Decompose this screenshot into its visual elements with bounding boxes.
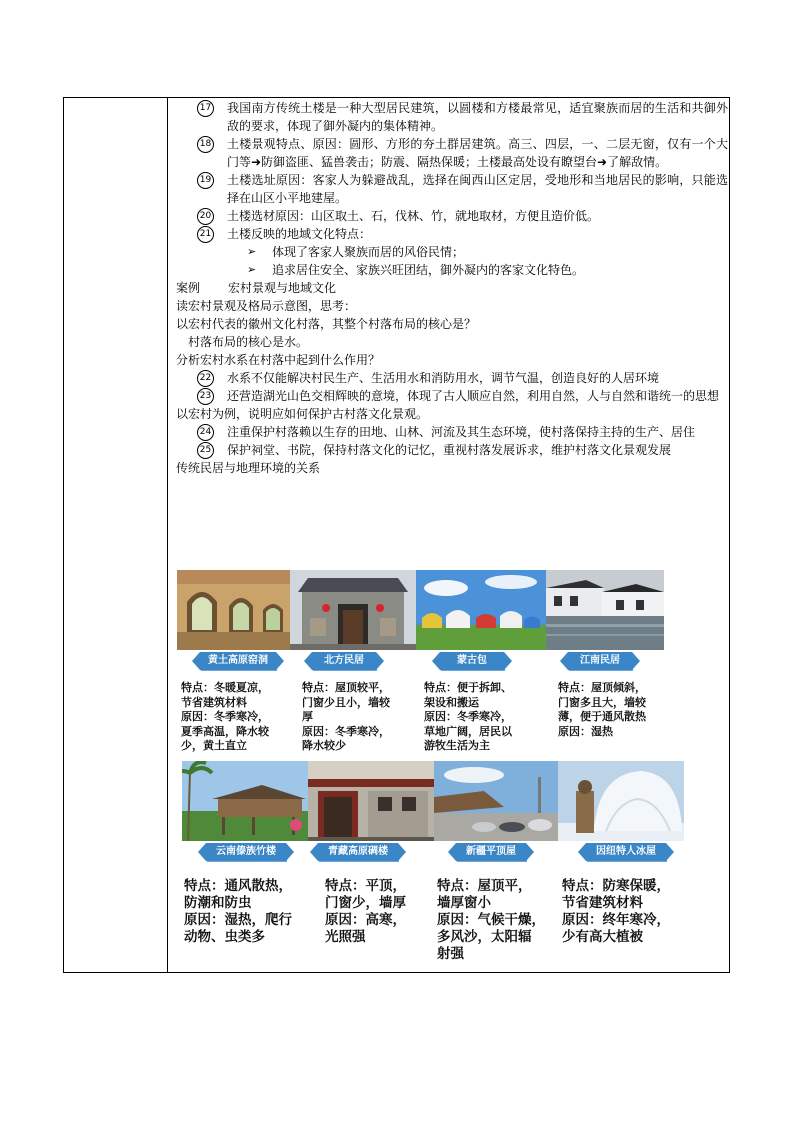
list-item: 18 土楼景观特点、原因：圆形、方形的夯土群居建筑。高三、四层，一、二层无窗，仅有一个大门等➜防御盗匪、猛兽袭击；防震、隔热保暖；土楼最高处设有瞭望台➜了解敌情。 xyxy=(172,135,728,171)
circled-number: 18 xyxy=(197,136,214,153)
house-description: 特点：屋顶平， 墙厚窗小 原因：气候干燥， 多风沙，太阳辐 射强 xyxy=(437,878,545,962)
house-description: 特点：冬暖夏凉， 节省建筑材料 原因：冬季寒冷， 夏季高温，降水较 少，黄土直立 xyxy=(181,681,269,752)
bamboo-house-photo xyxy=(182,761,308,841)
flat-roof-photo xyxy=(434,761,558,841)
house-label-ribbon: 新疆平顶屋 xyxy=(456,843,526,861)
circled-number: 24 xyxy=(197,424,214,441)
circled-number: 25 xyxy=(197,442,214,459)
arrow-bullet-icon: ➢ xyxy=(247,263,257,276)
bullet-item: ➢ 体现了客家人聚族而居的风俗民情； xyxy=(247,245,465,259)
house-description: 特点：通风散热， 防潮和防虫 原因：湿热，爬行 动物、虫类多 xyxy=(184,878,292,945)
house-description: 特点：平顶， 门窗少，墙厚 原因：高寒， 光照强 xyxy=(325,878,406,945)
house-description: 特点：屋顶倾斜， 门窗多且大，墙较 薄，便于通风散热 原因：湿热 xyxy=(558,681,646,738)
question-line: 以宏村代表的徽州文化村落，其整个村落布局的核心是？ xyxy=(176,317,477,331)
list-item: 19 土楼选址原因：客家人为躲避战乱，选择在闽西山区定居，受地形和当地居民的影响，只能选择在山区小平地建屋。 xyxy=(172,171,728,207)
igloo-photo xyxy=(558,761,684,841)
arrow-bullet-icon: ➢ xyxy=(247,245,257,258)
yurt-photo xyxy=(416,570,546,650)
house-label-ribbon: 蒙古包 xyxy=(440,652,504,670)
list-item: 22 水系不仅能解决村民生产、生活用水和消防用水，调节气温，创造良好的人居环境 xyxy=(172,369,728,387)
tulou-list xyxy=(172,99,728,279)
house-label-ribbon: 黄土高原窑洞 xyxy=(200,652,276,670)
circled-number: 17 xyxy=(197,100,214,117)
section-title: 传统民居与地理环境的关系 xyxy=(176,461,321,475)
column-divider xyxy=(167,97,168,973)
circled-number: 22 xyxy=(197,370,214,387)
house-description: 特点：屋顶较平， 门窗少且小，墙较 厚 原因：冬季寒冷， 降水较少 xyxy=(302,681,390,752)
house-label-ribbon: 青藏高原碉楼 xyxy=(318,843,398,861)
list-item: 21 土楼反映的地域文化特点： xyxy=(172,225,728,243)
question-line: 以宏村为例，说明应如何保护古村落文化景观。 xyxy=(176,407,429,421)
diaolou-photo xyxy=(308,761,434,841)
siheyuan-photo xyxy=(290,570,416,650)
case-heading: 案例 宏村景观与地域文化 xyxy=(176,281,337,295)
house-label-ribbon: 北方民居 xyxy=(312,652,376,670)
photo-row-2 xyxy=(182,761,684,841)
answer-line: 村落布局的核心是水。 xyxy=(188,335,309,349)
house-description: 特点：便于拆卸、 架设和搬运 原因：冬季寒冷， 草地广阔，居民以 游牧生活为主 xyxy=(424,681,512,752)
circled-number: 21 xyxy=(197,226,214,243)
list-item: 23 还营造湖光山色交相辉映的意境，体现了古人顺应自然，利用自然，人与自然和谐统一的思想 xyxy=(172,387,728,405)
list-item: 20 土楼选材原因：山区取土、石，伐林、竹，就地取材，方便且造价低。 xyxy=(172,207,728,225)
photo-row-1 xyxy=(177,570,664,650)
house-description: 特点：防寒保暖， 节省建筑材料 原因：终年寒冷， 少有高大植被 xyxy=(562,878,670,945)
list-item: 24 注重保护村落赖以生存的田地、山林、河流及其生态环境，使村落保持主持的生产、居住 xyxy=(172,423,728,441)
circled-number: 20 xyxy=(197,208,214,225)
circled-number: 19 xyxy=(197,172,214,189)
list-item: 25 保护祠堂、书院，保持村落文化的记忆，重视村落发展诉求，维护村落文化景观发展 xyxy=(172,441,728,459)
bullet-item: ➢ 追求居住安全、家族兴旺团结，御外凝内的客家文化特色。 xyxy=(247,263,585,277)
question-line: 分析宏村水系在村落中起到什么作用？ xyxy=(176,353,381,367)
house-label-ribbon: 江南民居 xyxy=(568,652,632,670)
yaodong-photo xyxy=(177,570,290,650)
circled-number: 23 xyxy=(197,388,214,405)
lesson-content xyxy=(172,99,728,477)
house-label-ribbon: 云南傣族竹楼 xyxy=(206,843,286,861)
house-label-ribbon: 因纽特人冰屋 xyxy=(586,843,666,861)
question-line: 读宏村景观及格局示意图，思考： xyxy=(176,299,357,313)
jiangnan-photo xyxy=(546,570,664,650)
list-item: 17 我国南方传统土楼是一种大型居民建筑，以圆楼和方楼最常见，适宜聚族而居的生活和共御外敌的要求，体现了御外凝内的集体精神。 xyxy=(172,99,728,135)
